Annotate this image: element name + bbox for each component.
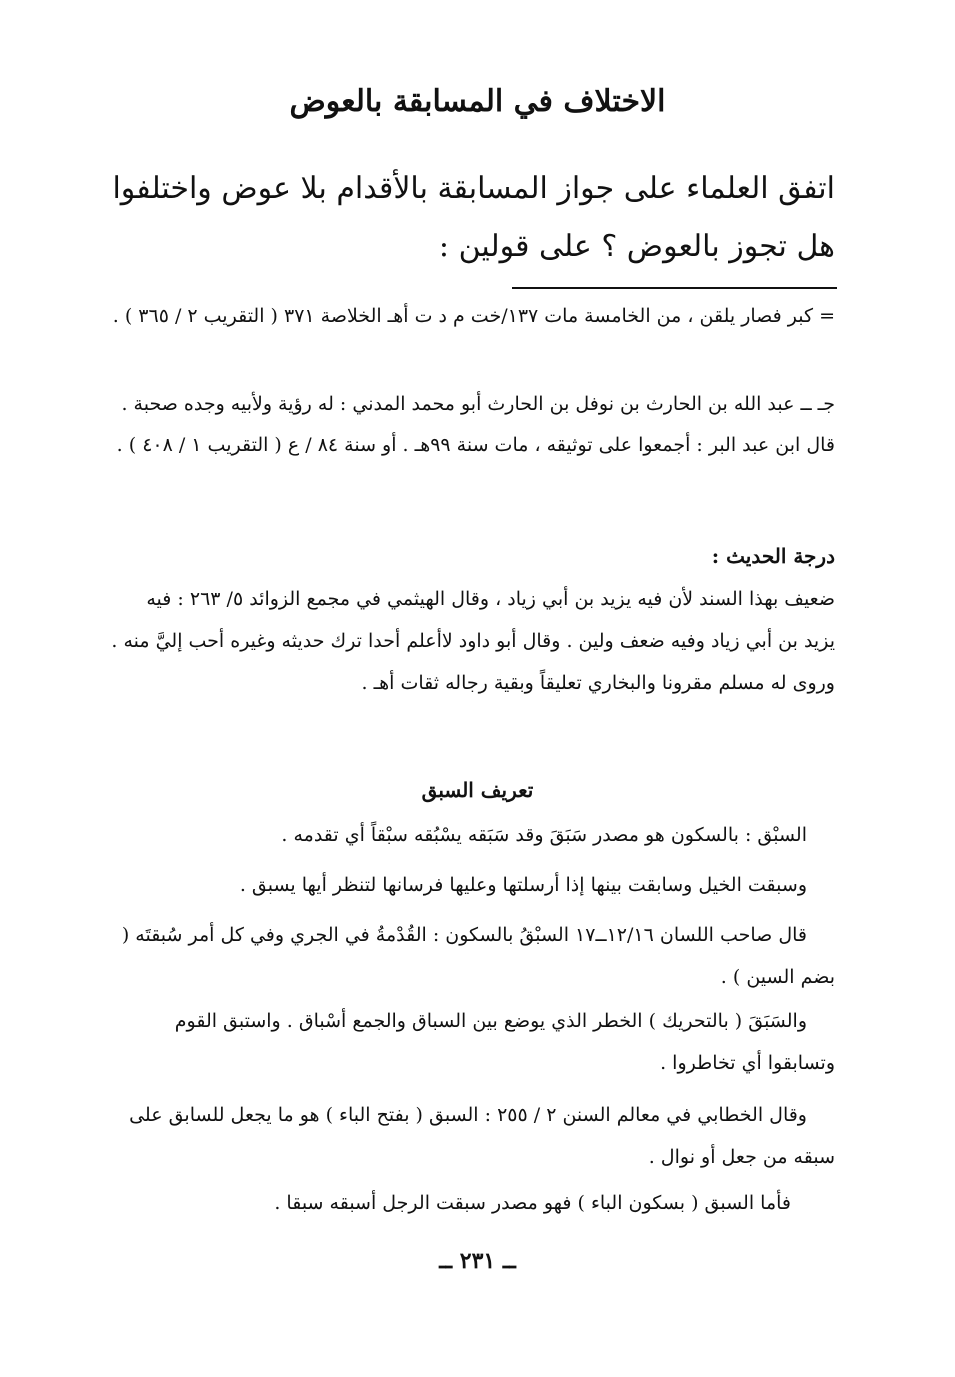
- definition-heading: تعريف السبق: [421, 778, 534, 802]
- definition-paragraph: السبْق : بالسكون هو مصدر سَبَقَ وقد سَبَقه يسْبُقه سبْقاً أي تقدمه .: [281, 824, 807, 846]
- page-title: الاختلاف في المسابقة بالعوض: [289, 84, 666, 119]
- definition-paragraph: فأما السبق ( بسكون الباء ) فهو مصدر سبقت الرجل أسبقه سبقا .: [274, 1192, 791, 1214]
- hadith-grade-heading: درجة الحديث :: [711, 544, 835, 568]
- intro-paragraph: اتفق العلماء على جواز المسابقة بالأقدام بلا عوض واختلفوا هل تجوز بالعوض ؟ على قولين :: [112, 171, 835, 264]
- definition-paragraph: والسَبَقَ ( بالتحريك ) الخطر الذي يوضع بين السباق والجمع أسْباق . واستبق القوم وتسابقوا أي تخاطروا .: [174, 1010, 835, 1074]
- definition-paragraph: وقال الخطابي في معالم السنن ٢ / ٢٥٥ : السبق ( بفتح الباء ) هو ما يجعل للسابق على سبقه من جعل أو نوال .: [129, 1104, 835, 1168]
- definition-paragraph: وسبقت الخيل وسابقت بينها إذا أرسلتها وعليها فرسانها لتنظر أيها يسبق .: [239, 874, 807, 896]
- footnote-2: جـ ــ عبد الله بن الحارث بن نوفل بن الحارث أبو محمد المدني : له رؤية ولأبيه وجده صحبة . قال ابن عبد البر : أجمعوا على توثيقه ، مات سنة ٩٩هـ . أو سنة ٨٤ / ع ( التقريب ١ / ٤٠٨ ) .: [116, 393, 835, 456]
- footnote-1: = كبر فصار يلقن ، من الخامسة مات ١٣٧/خت م د ت أهـ الخلاصة ٣٧١ ( التقريب ٢ / ٣٦٥ ) .: [112, 305, 835, 327]
- definition-paragraph: قال صاحب اللسان ١٢/١٦ــ١٧ السبْقُ بالسكون : القُدْمةُ في الجري وفي كل أمر سُبقتَه ( بضم السين ) .: [121, 924, 835, 988]
- page-number: ــ ٢٣١ ــ: [439, 1248, 516, 1274]
- footnote-separator: [512, 287, 837, 289]
- hadith-grade-text: ضعيف بهذا السند لأن فيه يزيد بن أبي زياد ، وقال الهيثمي في مجمع الزوائد ٥/ ٢٦٣ : فيه يزيد بن أبي زياد وفيه ضعف ولين . وقال أبو داود لاأعلم أحدا ترك حديثه وغيره أحب إليَّ منه . وروى له مسلم مقرونا والبخاري تعليقاً وبقية رجاله ثقات أهـ .: [111, 588, 835, 694]
